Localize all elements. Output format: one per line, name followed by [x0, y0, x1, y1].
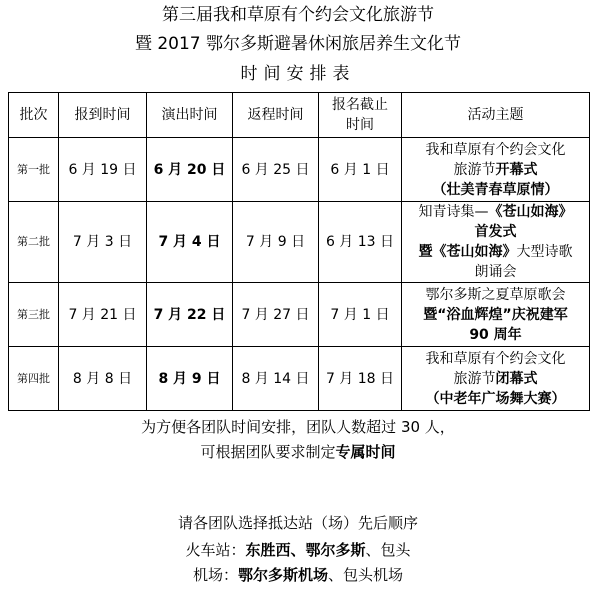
theme-line — [402, 160, 589, 180]
cell-arrive: 7 月 21 日 — [59, 283, 147, 347]
team-note-line-1: 为方便各团队时间安排，团队人数超过 30 人， — [141, 418, 455, 436]
cell-return: 8 月 14 日 — [233, 347, 319, 411]
cell-batch: 第三批 — [9, 283, 59, 347]
theme-line: 暨“浴血辉煌”庆祝建军 — [423, 306, 568, 323]
theme-line: （壮美青春草原情） — [432, 181, 559, 198]
header-return-time: 返程时间 — [233, 93, 319, 138]
cell-batch: 第一批 — [9, 138, 59, 202]
header-arrive-time: 报到时间 — [59, 93, 147, 138]
theme-line: 首发式 — [474, 224, 517, 240]
cell-theme — [402, 138, 590, 202]
theme-text-bold: 开幕式 — [495, 161, 538, 178]
header-deadline-line-1: 报名截止 — [332, 97, 388, 113]
cell-batch: 第二批 — [9, 202, 59, 283]
header-deadline — [319, 93, 402, 138]
theme-text: 旅游节 — [453, 370, 496, 387]
theme-text: 大型诗歌 — [516, 244, 573, 260]
cell-perform: 8 月 9 日 — [147, 347, 233, 411]
team-note-text: 可根据团队要求制定 — [200, 443, 336, 461]
cell-deadline: 6 月 1 日 — [319, 138, 402, 202]
cell-arrive: 6 月 19 日 — [59, 138, 147, 202]
table-row — [9, 283, 590, 347]
theme-text-bold: 暨 — [418, 244, 433, 260]
theme-text-bold: 《苍山如海》 — [488, 204, 573, 220]
train-stations-bold: 东胜西、鄂尔多斯 — [245, 541, 366, 559]
theme-line: 鄂尔多斯之夏草原歌会 — [425, 286, 566, 303]
table-header-row — [9, 93, 590, 138]
station-order-note: 请各团队选择抵达站（场）先后顺序 — [177, 514, 418, 532]
cell-deadline: 6 月 13 日 — [319, 202, 402, 283]
theme-text-bold: 闭幕式 — [495, 370, 538, 387]
team-note-line-2 — [0, 442, 596, 462]
theme-line — [402, 369, 589, 389]
exclusive-time-text: 专属时间 — [335, 443, 396, 461]
theme-text: 旅游节 — [453, 161, 496, 178]
theme-line: 我和草原有个约会文化 — [425, 141, 566, 158]
table-row — [9, 202, 590, 283]
cell-deadline: 7 月 18 日 — [319, 347, 402, 411]
title-line-1: 第三届我和草原有个约会文化旅游节 — [162, 5, 434, 25]
theme-line — [402, 202, 589, 222]
cell-return: 7 月 27 日 — [233, 283, 319, 347]
header-deadline-line-2: 时间 — [346, 117, 374, 133]
theme-line — [402, 242, 589, 262]
cell-theme — [402, 283, 590, 347]
schedule-table — [8, 92, 590, 411]
header-perform-time: 演出时间 — [147, 93, 233, 138]
cell-arrive: 7 月 3 日 — [59, 202, 147, 283]
airports-bold: 鄂尔多斯机场 — [237, 566, 328, 584]
table-row — [9, 138, 590, 202]
cell-batch: 第四批 — [9, 347, 59, 411]
train-label: 火车站： — [185, 541, 246, 559]
airport-label: 机场： — [192, 566, 238, 584]
table-row — [9, 347, 590, 411]
train-stations-rest: 、包头 — [365, 541, 411, 559]
header-theme: 活动主题 — [402, 93, 590, 138]
cell-return: 6 月 25 日 — [233, 138, 319, 202]
theme-text: 知青诗集— — [418, 204, 489, 220]
theme-line: 我和草原有个约会文化 — [425, 350, 566, 367]
cell-perform: 6 月 20 日 — [147, 138, 233, 202]
theme-line: 90 周年 — [469, 326, 522, 343]
cell-theme — [402, 202, 590, 283]
cell-perform: 7 月 4 日 — [147, 202, 233, 283]
cell-deadline: 7 月 1 日 — [319, 283, 402, 347]
cell-theme — [402, 347, 590, 411]
title-line-3: 时间安排表 — [240, 64, 356, 84]
airports-line — [0, 565, 596, 585]
theme-line: （中老年广场舞大赛） — [425, 390, 566, 407]
header-batch: 批次 — [9, 93, 59, 138]
cell-perform: 7 月 22 日 — [147, 283, 233, 347]
train-stations-line — [0, 540, 596, 560]
theme-text-bold: 《苍山如海》 — [432, 244, 517, 260]
title-line-2: 暨 2017 鄂尔多斯避暑休闲旅居养生文化节 — [134, 34, 462, 54]
cell-return: 7 月 9 日 — [233, 202, 319, 283]
airports-rest: 、包头机场 — [328, 566, 404, 584]
theme-line: 朗诵会 — [474, 264, 517, 280]
cell-arrive: 8 月 8 日 — [59, 347, 147, 411]
